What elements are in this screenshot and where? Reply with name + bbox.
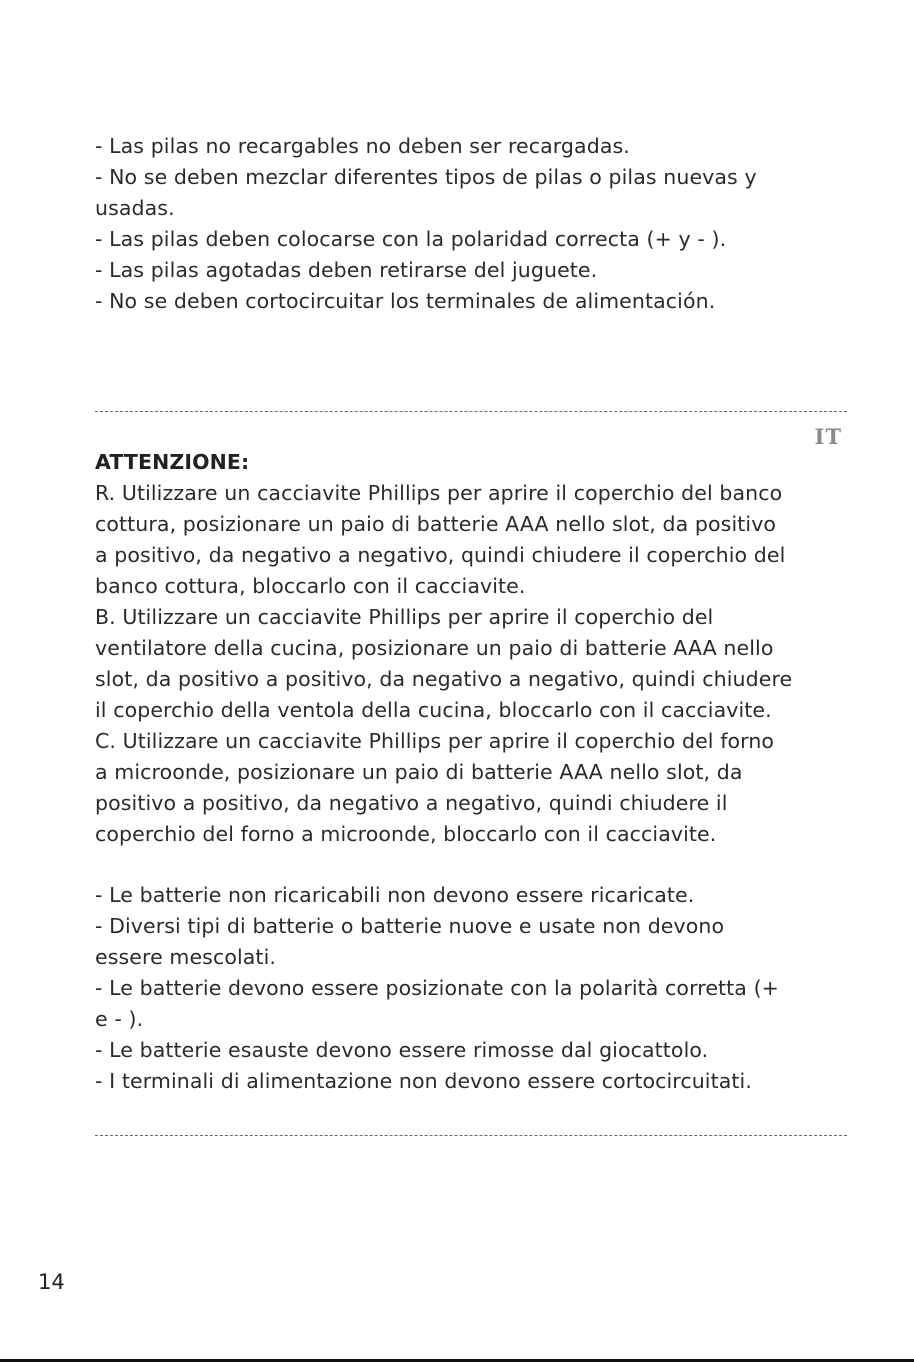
italian-instruction-line: coperchio del forno a microonde, bloccarlo con il cacciavite. xyxy=(95,822,717,846)
italian-instruction-line: ventilatore della cucina, posizionare un paio di batterie AAA nello xyxy=(95,636,774,660)
spanish-warning-line: - Las pilas deben colocarse con la polaridad correcta (+ y - ). xyxy=(95,227,727,251)
language-tag: IT xyxy=(814,424,842,449)
italian-battery-warnings xyxy=(95,880,855,1097)
page-number: 14 xyxy=(38,1270,65,1294)
italian-warning-line: - I terminali di alimentazione non devono essere cortocircuitati. xyxy=(95,1069,752,1093)
italian-instruction-line: B. Utilizzare un cacciavite Phillips per aprire il coperchio del xyxy=(95,605,714,629)
italian-warning-line: - Diversi tipi di batterie o batterie nuove e usate non devono xyxy=(95,914,725,938)
italian-instruction-line: a positivo, da negativo a negativo, quindi chiudere il coperchio del xyxy=(95,543,786,567)
spanish-warning-line: - Las pilas agotadas deben retirarse del juguete. xyxy=(95,258,598,282)
italian-instruction-line: R. Utilizzare un cacciavite Phillips per aprire il coperchio del banco xyxy=(95,481,783,505)
spanish-warning-line: - Las pilas no recargables no deben ser recargadas. xyxy=(95,134,630,158)
spanish-warning-line: - No se deben mezclar diferentes tipos de pilas o pilas nuevas y xyxy=(95,165,757,189)
italian-warning-line: e - ). xyxy=(95,1007,144,1031)
italian-instruction-line: C. Utilizzare un cacciavite Phillips per aprire il coperchio del forno xyxy=(95,729,775,753)
italian-instruction-line: il coperchio della ventola della cucina, bloccarlo con il cacciavite. xyxy=(95,698,772,722)
italian-instruction-line: cottura, posizionare un paio di batterie AAA nello slot, da positivo xyxy=(95,512,777,536)
italian-warning-line: - Le batterie non ricaricabili non devono essere ricaricate. xyxy=(95,883,695,907)
section-divider xyxy=(95,1135,847,1136)
spanish-warning-line: - No se deben cortocircuitar los terminales de alimentación. xyxy=(95,289,716,313)
italian-instruction-line: positivo a positivo, da negativo a negativo, quindi chiudere il xyxy=(95,791,728,815)
italian-instructions xyxy=(95,447,855,850)
italian-warning-line: essere mescolati. xyxy=(95,945,276,969)
section-divider xyxy=(95,411,847,412)
italian-instruction-line: slot, da positivo a positivo, da negativo a negativo, quindi chiudere xyxy=(95,667,793,691)
italian-instruction-line: a microonde, posizionare un paio di batterie AAA nello slot, da xyxy=(95,760,743,784)
italian-instruction-line: banco cottura, bloccarlo con il cacciavite. xyxy=(95,574,526,598)
italian-warning-line: - Le batterie devono essere posizionate con la polarità corretta (+ xyxy=(95,976,779,1000)
spanish-warning-line: usadas. xyxy=(95,196,175,220)
italian-warning-line: - Le batterie esauste devono essere rimosse dal giocattolo. xyxy=(95,1038,709,1062)
spanish-battery-warnings xyxy=(95,131,855,317)
italian-heading: ATTENZIONE: xyxy=(95,450,250,474)
